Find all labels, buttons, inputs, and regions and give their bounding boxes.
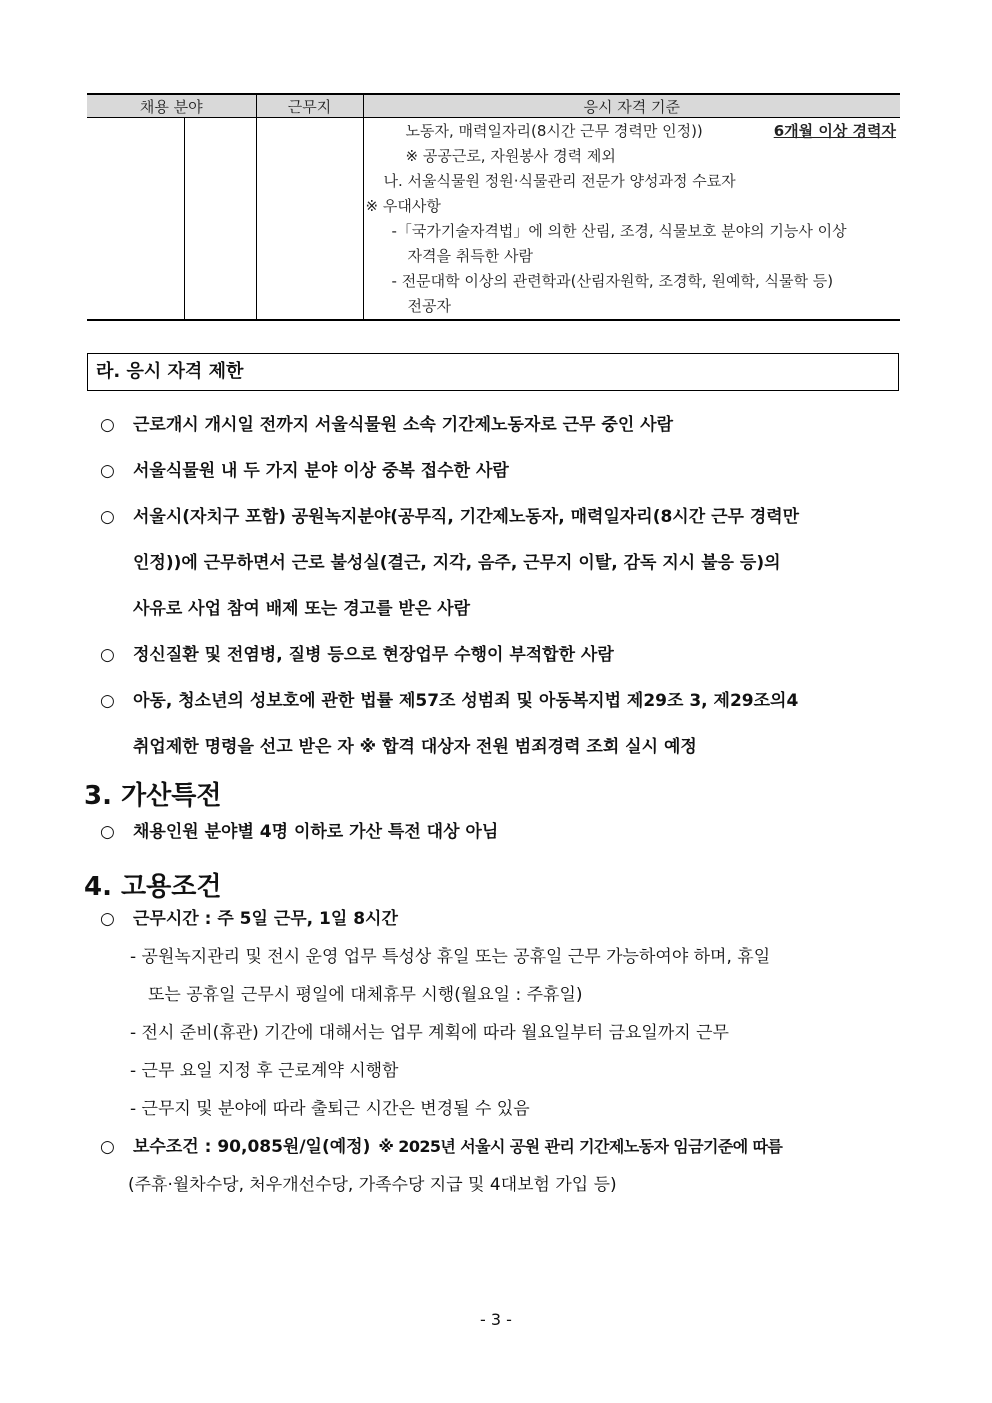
header-qualification: 응시 자격 기준 [363,94,900,118]
circle-bullet-icon: ○ [100,909,115,929]
work-hours-sub-4: - 근무지 및 분야에 따라 출퇴근 시간은 변경될 수 있음 [130,1099,530,1119]
list-item [100,1128,912,1166]
qual-line-5: -「국가기술자격법」에 의한 산림, 조경, 식물보호 분야의 기능사 이상 [391,222,847,240]
pay-details: (주휴·월차수당, 처우개선수당, 가족수당 지급 및 4대보험 가입 등) [128,1175,617,1195]
cell-workplace [256,118,363,321]
restriction-list [100,402,910,770]
section-4-heading: 4. 고용조건 [84,872,222,902]
circle-bullet-icon: ○ [100,415,115,435]
work-hours-sub-1-cont: 또는 공휴일 근무시 평일에 대체휴무 시행(월요일 : 주휴일) [148,985,583,1005]
table-row [87,118,900,321]
work-hours-sub-3: - 근무 요일 지정 후 근로계약 시행함 [130,1061,399,1081]
circle-bullet-icon: ○ [100,461,115,481]
header-workplace: 근무지 [256,94,363,118]
list-item-continuation: 인정))에 근무하면서 근로 불성실(결근, 지각, 음주, 근무지 이탈, 감독 지시 불응 등)의 [133,553,781,573]
section-3-heading: 3. 가산특전 [84,781,222,811]
qual-line-6: 자격을 취득한 사람 [407,247,533,265]
qual-line-8: 전공자 [407,297,451,315]
pay-title: 보수조건 : 90,085원/일(예정) [133,1137,371,1157]
list-item: ○ 정신질환 및 전염병, 질병 등으로 현장업무 수행이 부적합한 사람 [100,632,910,678]
circle-bullet-icon: ○ [100,507,115,527]
list-item: ○ 채용인원 분야별 4명 이하로 가산 특전 대상 아님 [100,812,498,852]
section-title-box: 라. 응시 자격 제한 [87,353,899,391]
table-header-row [87,94,900,118]
qual-line-2: ※ 공공근로, 자원봉사 경력 제외 [405,147,616,165]
circle-bullet-icon: ○ [100,822,115,842]
list-item [100,900,912,938]
work-hours-sub-1: - 공원녹지관리 및 전시 운영 업무 특성상 휴일 또는 공휴일 근무 가능하여야 하며, 휴일 [130,947,771,967]
qual-line-7: - 전문대학 이상의 관련학과(산림자원학, 조경학, 원예학, 식물학 등) [391,272,834,290]
cell-field-b [184,118,256,321]
work-hours-title: 근무시간 : 주 5일 근무, 1일 8시간 [133,909,398,929]
page-number: - 3 - [480,1310,512,1329]
circle-bullet-icon: ○ [100,1137,115,1157]
qual-line-4: ※ 우대사항 [365,197,441,215]
list-item: ○ 근로개시 개시일 전까지 서울식물원 소속 기간제노동자로 근무 중인 사람 [100,402,910,448]
header-field: 채용 분야 [87,94,256,118]
list-item-continuation: 취업제한 명령을 선고 받은 자 ※ 합격 대상자 전원 범죄경력 조회 실시 예정 [133,737,697,757]
circle-bullet-icon: ○ [100,691,115,711]
qual-line-1: 노동자, 매력일자리(8시간 근무 경력만 인정)) 6개월 이상 경력자 [366,119,897,144]
list-item: ○ 아동, 청소년의 성보호에 관한 법률 제57조 성범죄 및 아동복지법 제29조 3, 제29조의4 [100,678,910,724]
qualification-table [87,93,900,321]
qual-highlight: 6개월 이상 경력자 [773,122,897,140]
pay-note: ※ 2025년 서울시 공원 관리 기간제노동자 임금기준에 따름 [378,1137,783,1156]
list-item: ○ 서울시(자치구 포함) 공원녹지분야(공무직, 기간제노동자, 매력일자리(8시간 근무 경력만 [100,494,910,540]
qual-line-3: 나. 서울식물원 정원·식물관리 전문가 양성과정 수료자 [383,172,736,190]
cell-qualification [363,118,900,321]
circle-bullet-icon: ○ [100,645,115,665]
work-hours-sub-2: - 전시 준비(휴관) 기간에 대해서는 업무 계획에 따라 월요일부터 금요일까지 근무 [130,1023,729,1043]
list-item: ○ 서울식물원 내 두 가지 분야 이상 중복 접수한 사람 [100,448,910,494]
employment-conditions [100,900,912,1204]
cell-field-a [87,118,184,321]
list-item-continuation: 사유로 사업 참여 배제 또는 경고를 받은 사람 [133,599,471,619]
